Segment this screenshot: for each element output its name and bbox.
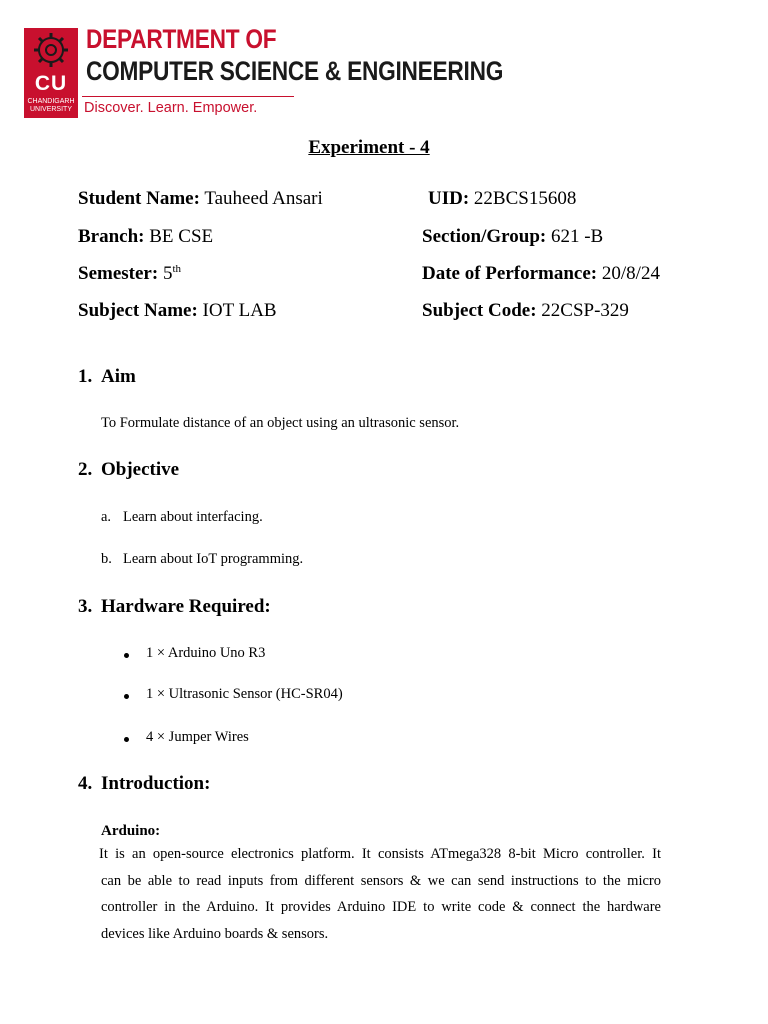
logo-cu-text: CU <box>34 72 68 95</box>
student-name-value: Tauheed Ansari <box>204 188 323 209</box>
branch-label: Branch: <box>78 226 145 247</box>
uid-row <box>428 188 576 210</box>
arduino-paragraph <box>99 841 661 947</box>
date-value: 20/8/24 <box>601 263 660 284</box>
gear-emblem-icon <box>24 28 78 74</box>
aim-text: To Formulate distance of an object using an ultrasonic sensor. <box>101 415 460 431</box>
subject-name-value: IOT LAB <box>202 300 277 321</box>
aim-heading-text: Aim <box>101 366 136 387</box>
objective-heading-text: Objective <box>101 459 180 480</box>
subject-code-row <box>422 300 629 322</box>
experiment-title: Experiment - 4 <box>308 137 430 158</box>
objective-item-label: b. <box>101 551 112 567</box>
paragraph-line: It is an open-source electronics platform. It consists ATmega328 8-bit Micro controller. It <box>99 846 661 862</box>
aim-heading <box>78 366 136 388</box>
student-name-label: Student Name: <box>78 188 200 209</box>
objective-item-label: a. <box>101 509 112 525</box>
subject-name-row <box>78 300 277 322</box>
paragraph-line: can be able to read inputs from different sensors & we can send instructions to the micro <box>101 872 661 889</box>
section-label: Section/Group: <box>422 226 547 247</box>
student-name-row <box>78 188 323 210</box>
date-label: Date of Performance: <box>422 263 598 284</box>
hardware-item-text: 4 × Jumper Wires <box>146 729 249 745</box>
hardware-heading-text: Hardware Required: <box>101 596 271 617</box>
hardware-list-item <box>124 729 524 749</box>
hardware-item-text: 1 × Ultrasonic Sensor (HC-SR04) <box>146 686 343 702</box>
hardware-number: 3. <box>78 596 93 617</box>
paragraph-line: controller in the Arduino. It provides Arduino IDE to write code & connect the hardware <box>101 899 661 915</box>
tagline: Discover. Learn. Empower. <box>84 100 258 116</box>
bullet-icon <box>124 694 129 699</box>
subject-name-label: Subject Name: <box>78 300 198 321</box>
hardware-list-item <box>124 645 524 665</box>
objective-item-text: Learn about IoT programming. <box>123 551 304 567</box>
hardware-item-text: 1 × Arduino Uno R3 <box>146 645 266 661</box>
objective-item <box>101 509 263 526</box>
semester-row <box>78 263 181 285</box>
department-title-line2: COMPUTER SCIENCE & ENGINEERING <box>86 56 504 86</box>
university-logo <box>24 28 78 118</box>
subject-code-value: 22CSP-329 <box>541 300 629 321</box>
section-value: 621 -B <box>550 226 604 247</box>
section-row <box>422 226 603 248</box>
bullet-icon <box>124 653 129 658</box>
department-title-line1: DEPARTMENT OF <box>86 24 277 54</box>
hardware-heading <box>78 596 271 618</box>
date-row <box>422 263 660 285</box>
logo-university-text: CHANDIGARH UNIVERSITY <box>27 98 75 113</box>
subject-code-label: Subject Code: <box>422 300 537 321</box>
branch-value: BE CSE <box>149 226 214 247</box>
paragraph-line: devices like Arduino boards & sensors. <box>101 925 329 942</box>
bullet-icon <box>124 737 129 742</box>
uid-value: 22BCS15608 <box>473 188 577 209</box>
introduction-number: 4. <box>78 773 93 794</box>
branch-row <box>78 226 213 248</box>
hardware-list-item <box>124 686 524 706</box>
semester-value: 5 <box>162 263 173 284</box>
introduction-heading-text: Introduction: <box>101 773 211 794</box>
semester-label: Semester: <box>78 263 159 284</box>
uid-label: UID: <box>428 188 470 209</box>
arduino-subheading: Arduino: <box>101 823 161 839</box>
objective-item <box>101 551 303 568</box>
header-divider <box>82 96 294 97</box>
introduction-heading <box>78 773 210 795</box>
objective-item-text: Learn about interfacing. <box>123 509 263 525</box>
semester-suffix: th <box>172 263 181 275</box>
objective-number: 2. <box>78 459 93 480</box>
aim-number: 1. <box>78 366 93 387</box>
objective-heading <box>78 459 179 481</box>
